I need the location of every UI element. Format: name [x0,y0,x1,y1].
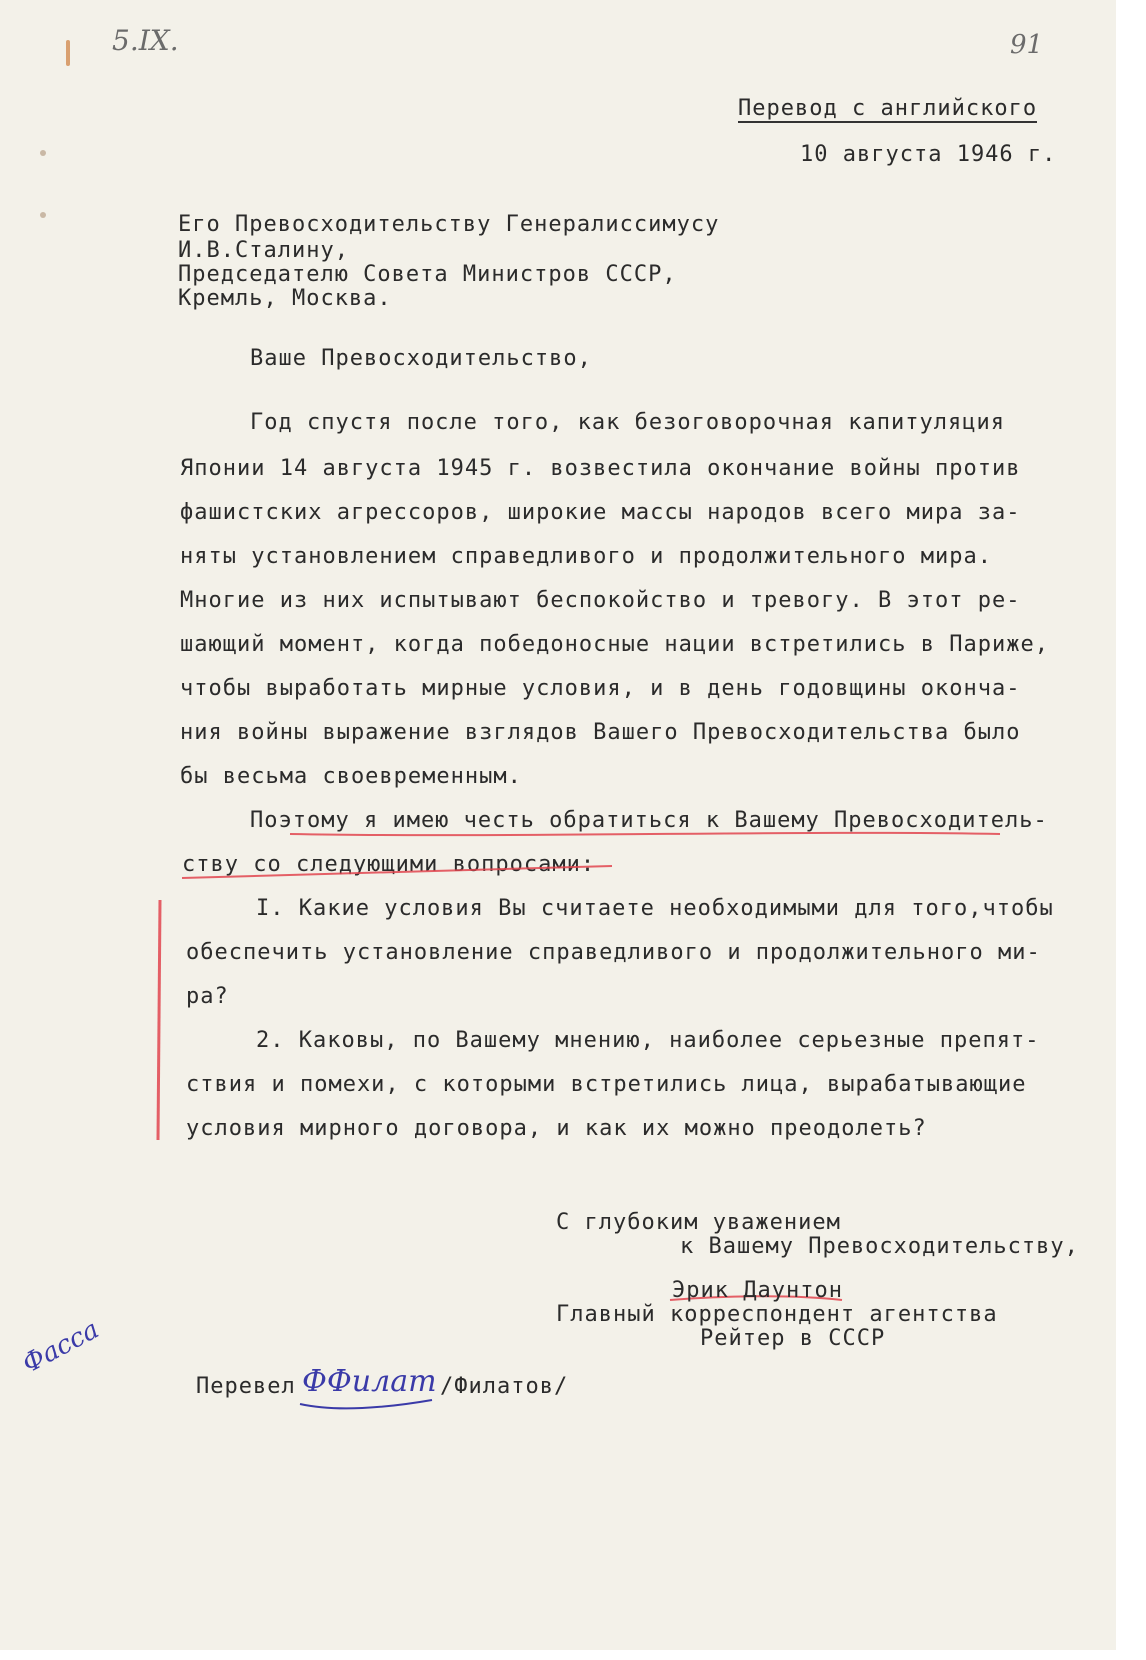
translation-note: Перевод с английского [738,96,1038,121]
body-line: шающий момент, когда победоносные нации встретились в Париже, [180,632,1049,657]
body-line: фашистских агрессоров, широкие массы народов всего мира за- [180,500,1021,525]
address-line-1: Его Превосходительству Генералиссимусу [178,212,720,237]
translator-signature: ФФилат [302,1364,437,1399]
salutation: Ваше Превосходительство, [250,346,592,371]
question-line: обеспечить установление справедливого и продолжительного ми- [186,940,1041,965]
address-line-2: И.В.Сталину, [178,238,349,263]
margin-signature: Фасса [17,1314,104,1380]
question-line: 2. Каковы, по Вашему мнению, наиболее серьезные препят- [256,1028,1040,1053]
question-line: ствия и помехи, с которыми встретились лица, вырабатывающие [186,1072,1027,1097]
signer-title-1: Главный корреспондент агентства [556,1302,998,1327]
address-line-4: Кремль, Москва. [178,286,392,311]
question-line: условия мирного договора, и как их можно преодолеть? [186,1116,927,1141]
body-line: Многие из них испытывают беспокойство и тревогу. В этот ре- [180,588,1021,613]
closing-line-1: С глубоким уважением [556,1210,841,1235]
translator-name: /Филатов/ [440,1374,569,1399]
signature-stroke [296,1396,436,1416]
body-line: бы весьма своевременным. [180,764,522,789]
address-line-3: Председателю Совета Министров СССР, [178,262,677,287]
body-line: няты установлением справедливого и продолжительного мира. [180,544,992,569]
body-line: ству со следующими вопросами: [182,852,596,877]
body-line: ния войны выражение взглядов Вашего Превосходительства было [180,720,1021,745]
translator-label: Перевел [196,1374,296,1399]
letter-date: 10 августа 1946 г. [800,142,1057,167]
body-line: Год спустя после того, как безоговорочная капитуляция [250,410,1005,435]
closing-line-2: к Вашему Превосходительству, [680,1234,1079,1259]
body-line: Поэтому я имею честь обратиться к Вашему Превосходитель- [250,808,1048,833]
signer-name: Эрик Даунтон [672,1278,843,1303]
question-line: I. Какие условия Вы считаете необходимыми для того,чтобы [256,896,1054,921]
pencil-folio: 5.IX. [112,24,179,57]
question-line: ра? [186,984,229,1009]
body-line: чтобы выработать мирные условия, и в день годовщины оконча- [180,676,1021,701]
page-number: 91 [1010,30,1044,60]
body-line: Японии 14 августа 1945 г. возвестила окончание войны против [180,456,1021,481]
signer-title-2: Рейтер в СССР [700,1326,886,1351]
